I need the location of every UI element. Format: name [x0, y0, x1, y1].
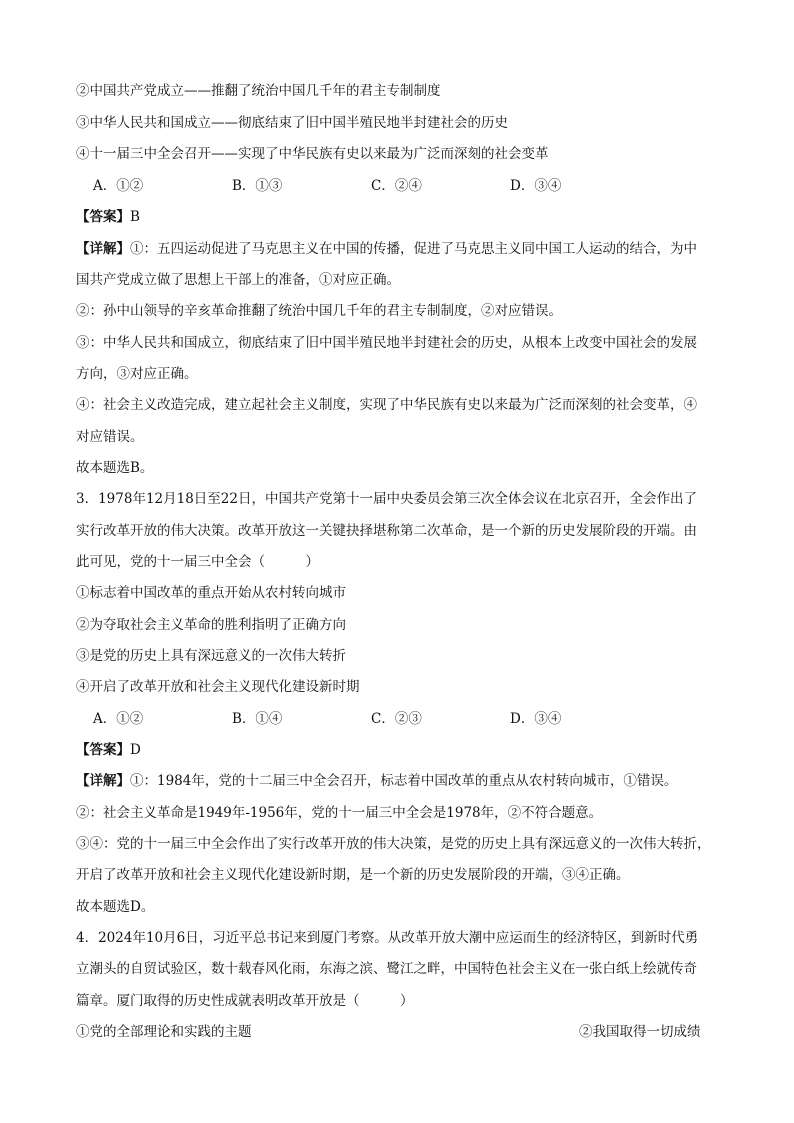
- detail-tag: 【详解】: [76, 241, 130, 257]
- answer-value: B: [130, 209, 140, 225]
- q2-options: [93, 177, 743, 195]
- q4-stem-1: 4．2024年10月6日，习近平总书记来到厦门考察。从改革开放大潮中应运而生的经济特区，到新时代勇: [76, 930, 699, 946]
- answer-value: D: [130, 742, 141, 758]
- q4-statement-1: ①党的全部理论和实践的主题: [76, 1024, 252, 1040]
- q3-conclusion: 故本题选D。: [76, 899, 155, 915]
- q3-statement-3: ③是党的历史上具有深远意义的一次伟大转折: [76, 648, 346, 664]
- detail-text: ①：1984年，党的十二届三中全会召开，标志着中国改革的重点从农村转向城市，①错误。: [130, 773, 678, 789]
- q2-detail-4b: 对应错误。: [76, 429, 144, 445]
- q2-option-b: B．①③: [232, 178, 283, 194]
- q2-option-d: D．③④: [510, 178, 562, 194]
- q3-statement-2: ②为夺取社会主义革命的胜利指明了正确方向: [76, 617, 346, 633]
- detail-tag: 【详解】: [76, 773, 130, 789]
- q2-detail-1b: 国共产党成立做了思想上干部上的准备，①对应正确。: [76, 272, 400, 288]
- q2-conclusion: 故本题选B。: [76, 460, 154, 476]
- q3-options: [93, 710, 743, 728]
- q2-statement-2: ②中国共产党成立——推翻了统治中国几千年的君主专制制度: [76, 83, 441, 99]
- q2-detail-4a: ④：社会主义改造完成，建立起社会主义制度，实现了中华民族有史以来最为广泛而深刻的社会变革，④: [76, 397, 697, 413]
- q3-stem-2: 实行改革开放的伟大决策。改革开放这一关键抉择堪称第二次革命，是一个新的历史发展阶段的开端。由: [76, 523, 697, 539]
- detail-text: ①：五四运动促进了马克思主义在中国的传播，促进了马克思主义同中国工人运动的结合，为中: [130, 241, 697, 257]
- q2-option-c: C．②④: [371, 178, 422, 194]
- q3-detail-34b: 开启了改革开放和社会主义现代化建设新时期，是一个新的历史发展阶段的开端，③④正确。: [76, 867, 630, 883]
- q3-option-c: C．②③: [371, 711, 422, 727]
- q2-answer: [76, 208, 726, 226]
- q2-detail-3b: 方向，③对应正确。: [76, 366, 198, 382]
- q3-detail-2: ②：社会主义革命是1949年-1956年，党的十一届三中全会是1978年，②不符合题意。: [76, 805, 603, 821]
- answer-tag: 【答案】: [76, 742, 130, 758]
- q3-stem-3: 此可见，党的十一届三中全会（ ）: [76, 554, 319, 570]
- q3-option-d: D．③④: [510, 711, 562, 727]
- q3-option-b: B．①④: [232, 711, 283, 727]
- q2-statement-4: ④十一届三中全会召开——实现了中华民族有史以来最为广泛而深刻的社会变革: [76, 146, 549, 162]
- q2-statement-3: ③中华人民共和国成立——彻底结束了旧中国半殖民地半封建社会的历史: [76, 115, 508, 131]
- q2-detail-1a: [76, 240, 726, 258]
- q2-detail-2: ②：孙中山领导的辛亥革命推翻了统治中国几千年的君主专制制度，②对应错误。: [76, 303, 562, 319]
- q3-answer: [76, 741, 726, 759]
- q3-detail-34a: ③④：党的十一届三中全会作出了实行改革开放的伟大决策，是党的历史上具有深远意义的一次伟大转折，: [76, 836, 711, 852]
- q4-stem-3: 篇章。厦门取得的历史性成就表明改革开放是（ ）: [76, 993, 414, 1009]
- q3-detail-1: [76, 772, 726, 790]
- q3-statement-4: ④开启了改革开放和社会主义现代化建设新时期: [76, 679, 360, 695]
- q4-stem-2: 立潮头的自贸试验区，数十载春风化雨，东海之滨、鹭江之畔，中国特色社会主义在一张白纸上绘就传奇: [76, 961, 697, 977]
- answer-tag: 【答案】: [76, 209, 130, 225]
- q3-stem-1: 3．1978年12月18日至22日，中国共产党第十一届中央委员会第三次全体会议在北京召开，全会作出了: [76, 491, 697, 507]
- q2-detail-3a: ③：中华人民共和国成立，彻底结束了旧中国半殖民地半封建社会的历史，从根本上改变中国社会的发展: [76, 335, 697, 351]
- q4-statement-2: ②我国取得一切成绩: [579, 1024, 701, 1040]
- q3-option-a: A．①②: [93, 711, 144, 727]
- q2-option-a: A．①②: [93, 178, 144, 194]
- q3-statement-1: ①标志着中国改革的重点开始从农村转向城市: [76, 585, 346, 601]
